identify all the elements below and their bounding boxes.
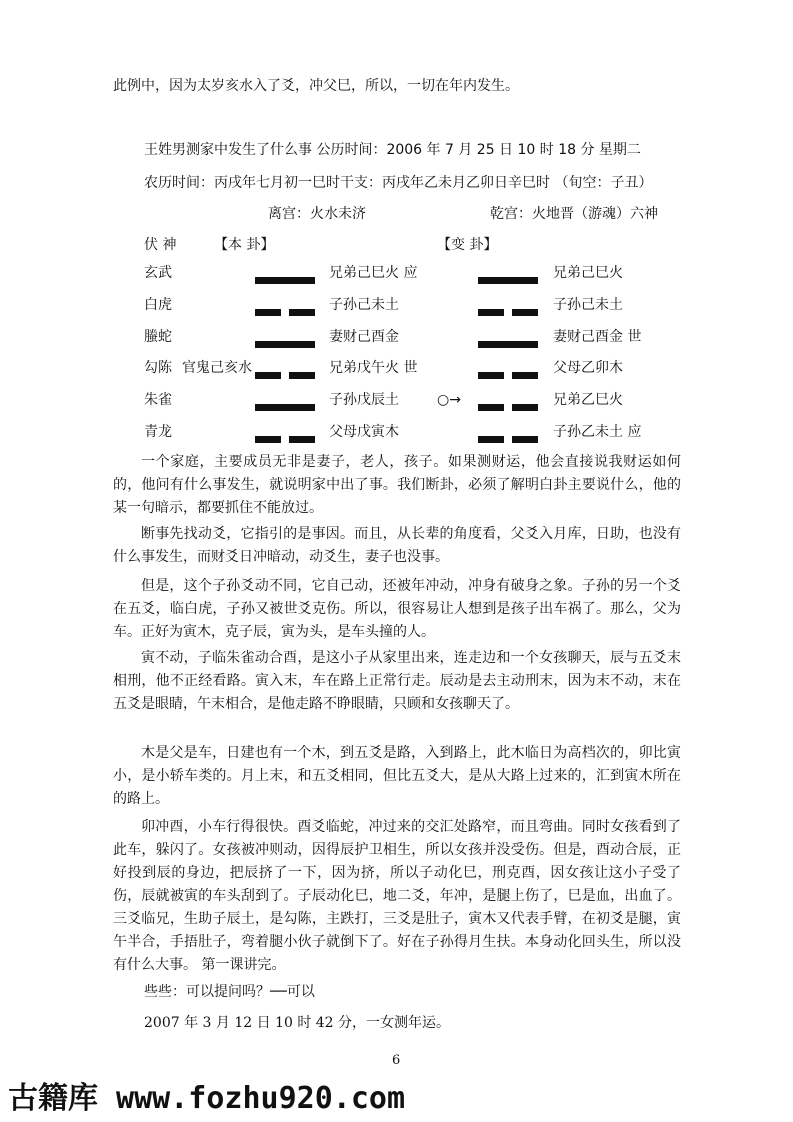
yin-line bbox=[478, 372, 538, 379]
bian-gua-text: 子孙己未土 bbox=[553, 297, 623, 313]
yin-line bbox=[478, 436, 538, 443]
bian-gua-header: 【变 卦】 bbox=[437, 237, 498, 253]
paragraph-text: 寅不动，子临朱雀动合酉，是这小子从家里出来，连走边和一个女孩聊天，辰与五爻末相刑，他不正经看路。寅入末，车在路上正常行走。辰动是去主动刑末，因为末不动，末在五爻是眼睛，午末相合，是他走路不睁眼睛，只顾和女孩聊天了。 bbox=[113, 650, 681, 712]
bian-gua-text: 妻财己酉金 世 bbox=[553, 329, 642, 345]
yang-line bbox=[478, 277, 538, 284]
moving-line-marker: ○→ bbox=[437, 392, 461, 408]
yin-line bbox=[255, 309, 315, 316]
paragraph bbox=[113, 575, 681, 644]
ben-gua-text: 妻财己酉金 bbox=[329, 329, 399, 345]
ben-gua-line bbox=[255, 396, 315, 415]
yang-line bbox=[255, 404, 315, 411]
six-god-label: 勾陈 bbox=[144, 360, 172, 376]
yin-line-segment bbox=[478, 436, 504, 443]
yin-line-segment bbox=[255, 372, 281, 379]
paragraph bbox=[113, 816, 681, 977]
yin-line-segment bbox=[478, 309, 504, 316]
bian-gong-label: 乾宫：火地晋（游魂）六神 bbox=[490, 206, 658, 222]
six-god-label: 白虎 bbox=[144, 297, 172, 313]
yang-line-segment bbox=[255, 277, 315, 284]
paragraph bbox=[113, 523, 681, 569]
bian-gua-line bbox=[478, 269, 538, 288]
ben-gua-line bbox=[255, 269, 315, 288]
paragraph bbox=[113, 451, 681, 520]
next-case-line: 2007 年 3 月 12 日 10 时 42 分，一女测年运。 bbox=[144, 1015, 451, 1031]
bian-gua-text: 兄弟己巳火 bbox=[553, 265, 623, 281]
yang-line-segment bbox=[478, 277, 538, 284]
yin-line bbox=[255, 372, 315, 379]
bian-gua-line bbox=[478, 396, 538, 415]
ben-gua-line bbox=[255, 301, 315, 320]
page-number: 6 bbox=[392, 1053, 401, 1068]
footer-watermark: 古籍库 www.fozhu920.com bbox=[8, 1081, 406, 1116]
paragraph bbox=[113, 647, 681, 716]
bian-gua-text: 父母乙卯木 bbox=[553, 360, 623, 376]
yin-line-segment bbox=[289, 436, 315, 443]
yang-line-segment bbox=[255, 341, 315, 348]
bian-gua-text: 子孙乙未土 应 bbox=[553, 424, 642, 440]
lunar-time-line: 农历时间：丙戌年七月初一巳时干支：丙戌年乙未月乙卯日辛巳时 （旬空：子丑） bbox=[144, 175, 653, 191]
paragraph bbox=[113, 742, 681, 811]
yang-line-segment bbox=[255, 404, 315, 411]
yin-line-segment bbox=[478, 372, 504, 379]
six-god-label: 玄武 bbox=[144, 265, 172, 281]
paragraph-text: 木是父是车，日建也有一个木，到五爻是路，入到路上，此木临日为高档次的，卯比寅小，是小轿车类的。月上末，和五爻相同，但比五爻大，是从大路上过来的，汇到寅木所在的路上。 bbox=[113, 745, 681, 807]
ben-gua-text: 父母戊寅木 bbox=[329, 424, 399, 440]
yang-line bbox=[255, 341, 315, 348]
yang-line bbox=[255, 277, 315, 284]
ben-gua-line bbox=[255, 333, 315, 352]
ben-gua-text: 兄弟戊午火 世 bbox=[329, 360, 418, 376]
bian-gua-line bbox=[478, 301, 538, 320]
six-god-label: 青龙 bbox=[144, 424, 172, 440]
ben-gua-text: 子孙戊辰土 bbox=[329, 392, 399, 408]
ben-gua-text: 子孙己未土 bbox=[329, 297, 399, 313]
paragraph-text: 卯冲酉，小车行得很快。酉爻临蛇，冲过来的交汇处路窄，而且弯曲。同时女孩看到了此车，躲闪了。女孩被冲则动，因得辰护卫相生，所以女孩并没受伤。但是，酉动合辰，正好投到辰的身边，把辰挤了一下，因为挤，所以子动化巳，刑克酉，因女孩让这小子受了伤，辰就被寅的车头刮到了。子辰动化巳，地二爻，年冲，是腿上伤了，巳是血，出血了。三爻临兄，生助子辰土，是勾陈，主跌打，三爻是肚子，寅木又代表手臂，在初爻是腿，寅午半合，手捂肚子，弯着腿小伙子就倒下了。好在子孙得月生扶。本身动化回头生，所以没有什么大事。 第一课讲完。 bbox=[113, 819, 681, 973]
yang-line-segment bbox=[478, 341, 538, 348]
ben-gua-header: 【本 卦】 bbox=[214, 237, 275, 253]
six-god-label: 朱雀 bbox=[144, 392, 172, 408]
six-god-label: 螣蛇 bbox=[144, 329, 172, 345]
paragraph-text: 一个家庭，主要成员无非是妻子，老人，孩子。如果测财运，他会直接说我财运如何的，他问有什么事发生，就说明家中出了事。我们断卦，必须了解明白卦主要说什么，他的某一句暗示，都要抓住不能放过。 bbox=[113, 454, 681, 516]
yin-line-segment bbox=[478, 404, 504, 411]
case-title-line: 王姓男测家中发生了什么事 公历时间：2006 年 7 月 25 日 10 时 18 分 星期二 bbox=[144, 142, 641, 158]
yang-line bbox=[478, 341, 538, 348]
fushen-label: 官鬼己亥水 bbox=[182, 360, 252, 376]
yin-line-segment bbox=[512, 404, 538, 411]
yin-line-segment bbox=[512, 372, 538, 379]
yin-line-segment bbox=[512, 436, 538, 443]
yin-line-segment bbox=[289, 372, 315, 379]
yin-line-segment bbox=[289, 309, 315, 316]
ben-gong-label: 离宫：火水未济 bbox=[268, 206, 366, 222]
yin-line bbox=[478, 404, 538, 411]
ben-gua-text: 兄弟己巳火 应 bbox=[329, 265, 418, 281]
yin-line-segment bbox=[512, 309, 538, 316]
fushen-header: 伏 神 bbox=[144, 237, 177, 253]
yin-line-segment bbox=[255, 309, 281, 316]
bian-gua-line bbox=[478, 364, 538, 383]
bian-gua-text: 兄弟乙巳火 bbox=[553, 392, 623, 408]
ben-gua-line bbox=[255, 428, 315, 447]
intro-line: 此例中，因为太岁亥水入了爻，冲父巳，所以，一切在年内发生。 bbox=[113, 78, 519, 94]
paragraph-text: 断事先找动爻，它指引的是事因。而且，从长辈的角度看，父爻入月库，日助，也没有什么事发生，而财爻日冲暗动，动爻生，妻子也没事。 bbox=[113, 526, 681, 565]
bian-gua-line bbox=[478, 333, 538, 352]
ben-gua-line bbox=[255, 364, 315, 383]
bian-gua-line bbox=[478, 428, 538, 447]
yin-line bbox=[255, 436, 315, 443]
yin-line bbox=[478, 309, 538, 316]
closing-question-line: 些些：可以提问吗？──可以 bbox=[144, 984, 315, 1000]
paragraph-text: 但是，这个子孙爻动不同，它自己动，还被年冲动，冲身有破身之象。子孙的另一个爻在五爻，临白虎，子孙又被世爻克伤。所以，很容易让人想到是孩子出车祸了。那么，父为车。正好为寅木，克子辰，寅为头，是车头撞的人。 bbox=[113, 578, 681, 640]
yin-line-segment bbox=[255, 436, 281, 443]
